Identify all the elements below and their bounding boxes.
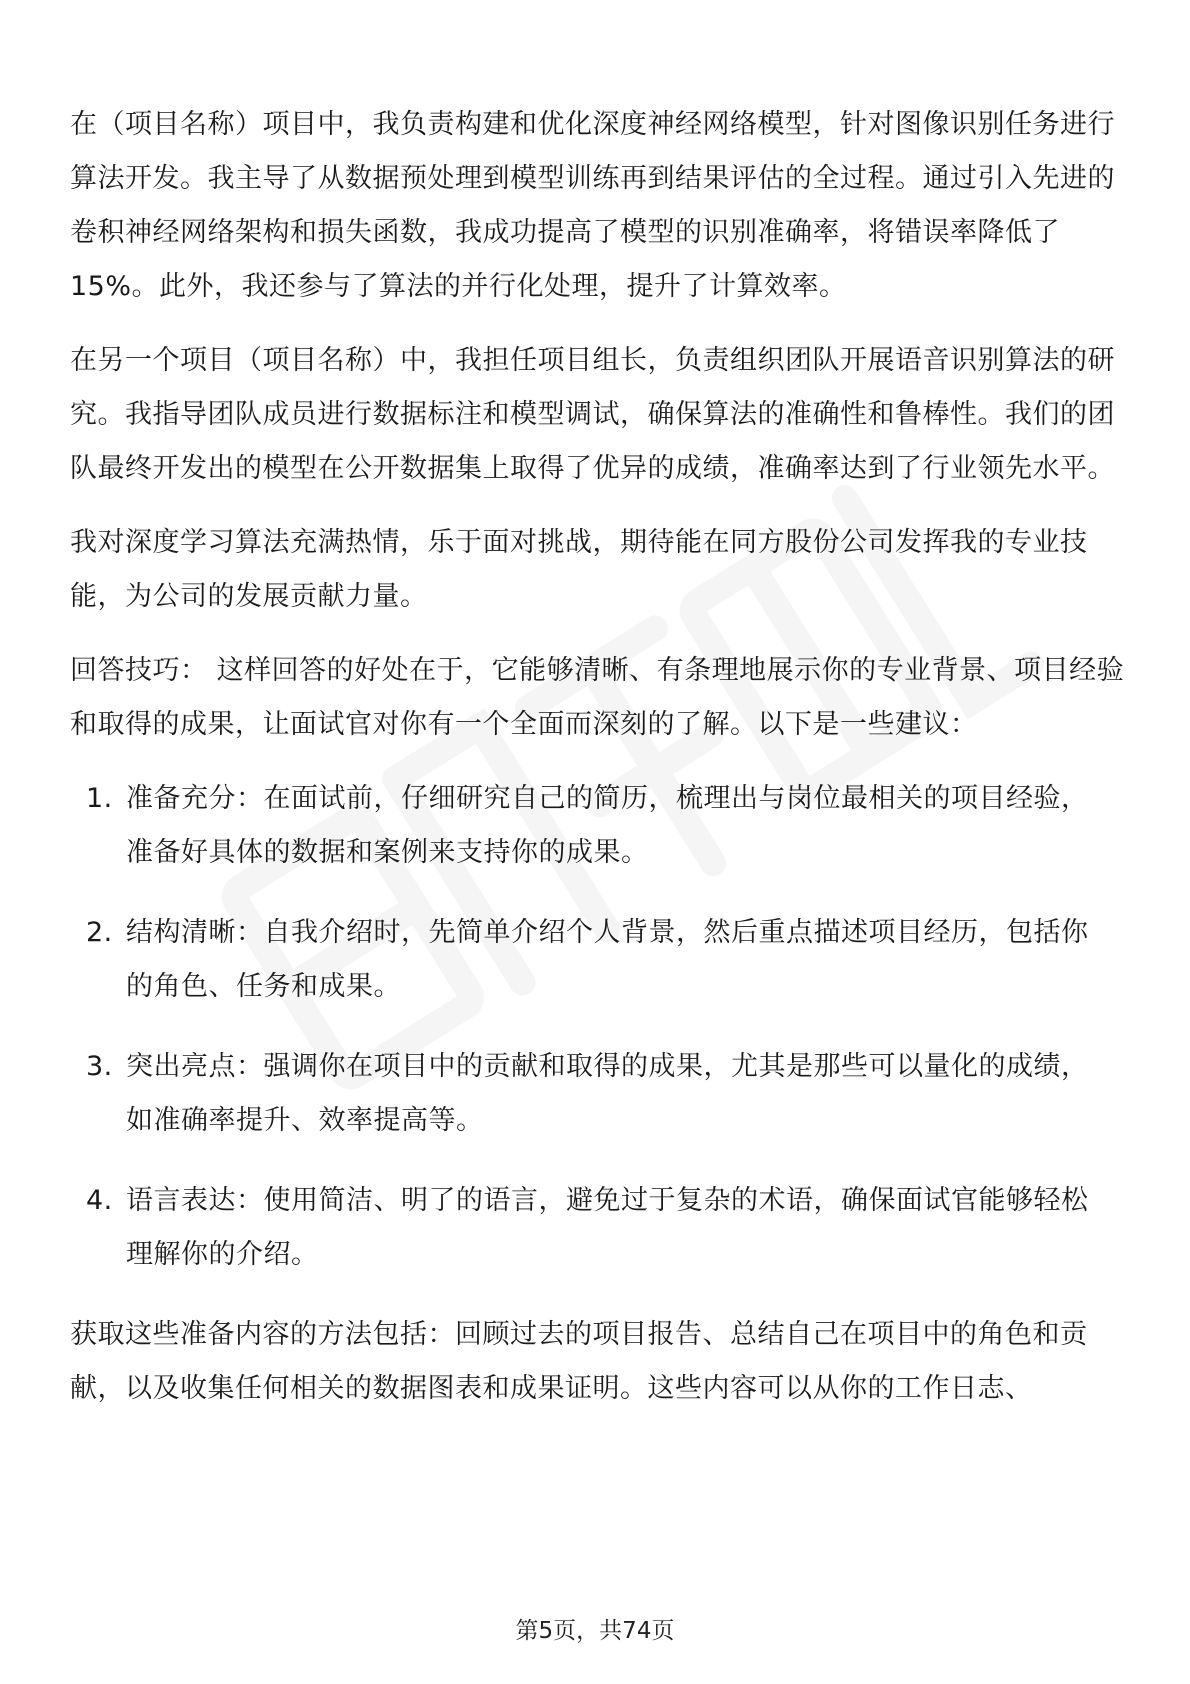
- list-item-number: 2.: [86, 917, 113, 948]
- list-item: [70, 906, 1126, 1014]
- tips-list: [70, 772, 1126, 1282]
- list-item-text: 突出亮点：强调你在项目中的贡献和取得的成果，尤其是那些可以量化的成绩，如准确率提升、效率提高等。: [126, 1051, 1089, 1136]
- paragraph-motivation: 我对深度学习算法充满热情，乐于面对挑战，期待能在同方股份公司发挥我的专业技能，为公司的发展贡献力量。: [70, 527, 1088, 612]
- paragraph-project-two: 在另一个项目（项目名称）中，我担任项目组长，负责组织团队开展语音识别算法的研究。我指导团队成员进行数据标注和模型调试，确保算法的准确性和鲁棒性。我们的团队最终开发出的模型在公开数据集上取得了优异的成绩，准确率达到了行业领先水平。: [70, 345, 1115, 484]
- document-body: [70, 98, 1126, 1436]
- list-item-number: 4.: [86, 1185, 113, 1216]
- page-number-footer: 第5页，共74页: [515, 1618, 675, 1644]
- list-item: [70, 1174, 1126, 1282]
- list-item-text: 结构清晰：自我介绍时，先简单介绍个人背景，然后重点描述项目经历，包括你的角色、任务和成果。: [126, 917, 1089, 1002]
- list-item: [70, 772, 1126, 880]
- paragraph-answer-tips-intro: 回答技巧： 这样回答的好处在于，它能够清晰、有条理地展示你的专业背景、项目经验和取得的成果，让面试官对你有一个全面而深刻的了解。以下是一些建议：: [70, 655, 1125, 740]
- list-item-text: 准备充分：在面试前，仔细研究自己的简历，梳理出与岗位最相关的项目经验，准备好具体的数据和案例来支持你的成果。: [126, 783, 1089, 868]
- list-item-text: 语言表达：使用简洁、明了的语言，避免过于复杂的术语，确保面试官能够轻松理解你的介绍。: [126, 1185, 1089, 1270]
- list-item: [70, 1040, 1126, 1148]
- list-item-number: 3.: [86, 1051, 113, 1082]
- paragraph-preparation-methods: 获取这些准备内容的方法包括：回顾过去的项目报告、总结自己在项目中的角色和贡献，以及收集任何相关的数据图表和成果证明。这些内容可以从你的工作日志、: [70, 1319, 1088, 1404]
- list-item-number: 1.: [86, 783, 113, 814]
- paragraph-project-one: 在（项目名称）项目中，我负责构建和优化深度神经网络模型，针对图像识别任务进行算法开发。我主导了从数据预处理到模型训练再到结果评估的全过程。通过引入先进的卷积神经网络架构和损失函数，我成功提高了模型的识别准确率，将错误率降低了15%。此外，我还参与了算法的并行化处理，提升了计算效率。: [70, 109, 1115, 302]
